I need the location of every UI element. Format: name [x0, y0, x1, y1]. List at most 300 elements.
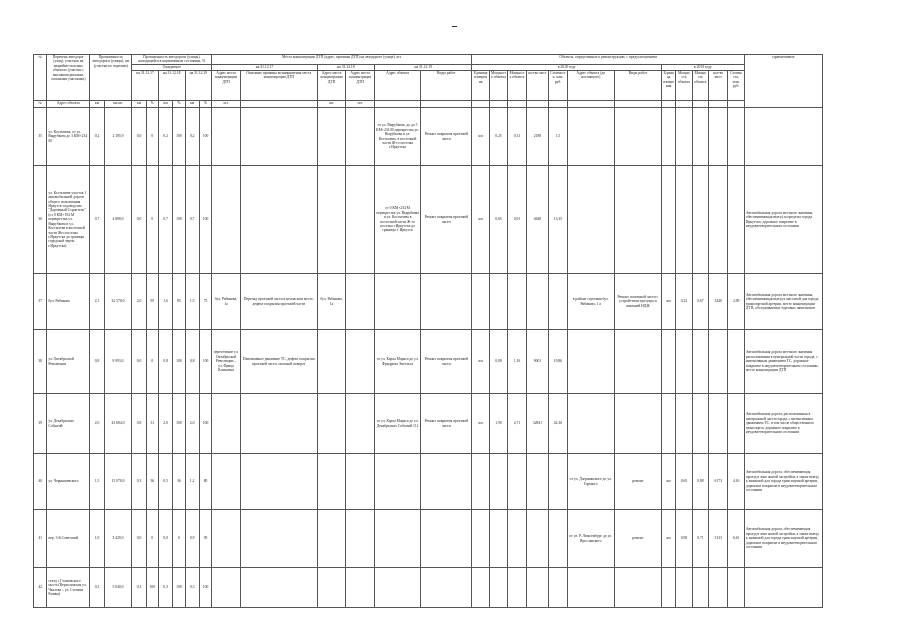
row-cap2-2018: 4,71	[508, 394, 526, 454]
row-e: 0,9	[185, 510, 199, 568]
row-unit-2018: км	[472, 394, 489, 454]
row-a: 0,0	[132, 108, 146, 166]
row-cap2-2019: 0,71	[692, 510, 708, 568]
row-addr-2018: от 0 КМ+234 М перекрестка ул. Вырубкова и ул. Костычева в восточной части Ж-го поселка г.Иркутска до границы г. Иркутск	[375, 166, 421, 274]
row-work-2018	[421, 454, 472, 510]
unit-sht-2: шт.	[317, 101, 346, 108]
row-f: 75	[199, 274, 211, 330]
dtp-reason-hdr: Описание причины возникновения места концентрации ДТП	[240, 71, 317, 101]
row-name: ул. Декабрьских Событий	[47, 394, 90, 454]
row-unit-2019: км	[661, 454, 675, 510]
row-dtp-addr: пересечение ул. Октябрьской Революции – ул. Фрица Кламмена	[212, 330, 241, 394]
row-note: Автомобильная дорога, обеспечивающая проезд в зоне жилой застройки, а также выезд к значимой для города транспортной артерии, дорожное покрытие в неудовлетворительном состоянии	[744, 454, 822, 510]
row-unit-2018: км	[472, 108, 489, 166]
row-num: 39	[34, 394, 47, 454]
row-area-2018: 2180	[526, 108, 549, 166]
row-cap2-2018	[508, 274, 526, 330]
row-cost-2019	[728, 394, 744, 454]
dtp-addr-hdr-3: Адрес места концентрации ДТП	[346, 71, 375, 101]
row-a: 0,0	[132, 330, 146, 394]
row-cap2-2018	[508, 510, 526, 568]
capacity-hdr: Мощность объекта	[489, 71, 507, 101]
row-dtp-addr-3	[346, 330, 375, 394]
row-c: 0,5	[158, 454, 172, 510]
row-unit-2019: км	[661, 274, 675, 330]
row-unit-2018	[472, 510, 489, 568]
row-addr-2018: от ул. Вырубкова, до до 3 КМ+234 М перекрестка ул. Вырубкова и ул. Костычева, в восточной части Ж-го поселка г.Иркутска	[375, 108, 421, 166]
row-work-2019	[614, 394, 661, 454]
row-cap-2018: 1,90	[489, 394, 507, 454]
row-note: Автомобильная дорога, обеспечивающая проезд в зоне жилой застройки, а также выезд к значимой для города транспортной артерии, дорожное покрытие в неудовлетворительном состоянии	[744, 510, 822, 568]
unit2-hdr: Единица измерения	[661, 71, 675, 101]
header-dtp: Места концентрации ДТП (адрес, причины ДТП) на автодороге (улице), шт.	[212, 55, 472, 65]
row-d: 0	[173, 510, 185, 568]
row-cap-2018: 0,25	[489, 108, 507, 166]
unit-blank-13	[692, 101, 708, 108]
row-dtp-addr-3	[346, 394, 375, 454]
unit-blank-14	[709, 101, 728, 108]
unit-name: Адрес объекта	[47, 101, 90, 108]
row-num: 38	[34, 330, 47, 394]
unit-blank-3	[421, 101, 472, 108]
row-cap-2018	[489, 568, 507, 608]
row-work-2019: ремонт	[614, 454, 661, 510]
dtp-date-3: на 31.12.19	[375, 65, 472, 71]
row-unit-2018	[472, 454, 489, 510]
row-name: ул. Чернышевского	[47, 454, 90, 510]
row-dtp-reason: Перепад проезжей части в неопасном месте, дефект покрытия проезжей части	[240, 274, 317, 330]
row-cap-2019: 0,22	[676, 274, 692, 330]
row-cap2-2018: 1,16	[508, 330, 526, 394]
row-num: 42	[34, 568, 47, 608]
row-area-2019: 3240	[709, 274, 728, 330]
table-row	[34, 510, 823, 568]
unit-hdr: Единица измерения	[472, 71, 489, 101]
unit-sht-1: шт.	[212, 101, 241, 108]
row-f: 100	[199, 394, 211, 454]
unit-blank-7	[526, 101, 549, 108]
row-cap-2019	[676, 568, 692, 608]
row-dtp-reason	[240, 166, 317, 274]
row-e: 0,2	[185, 108, 199, 166]
row-b: 0	[146, 166, 158, 274]
row-cap-2018: 0,80	[489, 330, 507, 394]
unit-pct-3: %	[199, 101, 211, 108]
row-cap2-2019	[692, 330, 708, 394]
row-area-2019	[709, 330, 728, 394]
row-area: 8 993,0	[104, 330, 132, 394]
unit-blank-8	[549, 101, 567, 108]
cost2-hdr: Стоимость, млн. руб.	[728, 71, 744, 101]
row-dtp-reason: Интенсивное движение ТС, дефект покрытия проезжей части, опасный поворот	[240, 330, 317, 394]
row-dtp-addr-2: бул. Рябикова, 1а	[317, 274, 346, 330]
unit-kmkv: км.кв.	[104, 101, 132, 108]
row-cap-2019: 0,90	[676, 510, 692, 568]
row-area: 4 880,0	[104, 166, 132, 274]
row-dtp-addr	[212, 510, 241, 568]
row-work-2019	[614, 108, 661, 166]
row-area: 32 570,0	[104, 274, 132, 330]
row-f: 100	[199, 166, 211, 274]
row-e: 0,7	[185, 166, 199, 274]
row-cap2-2019	[692, 166, 708, 274]
row-area-2018: 4640	[526, 166, 549, 274]
row-dtp-addr-3	[346, 166, 375, 274]
row-area-2019	[709, 568, 728, 608]
row-addr-2019: от ул. Р. Люксембург до ул. Ярославского	[567, 510, 614, 568]
table-row	[34, 274, 823, 330]
row-dtp-addr-3	[346, 568, 375, 608]
row-cost-2018	[549, 274, 567, 330]
row-addr-2019: в районе строения бул. Рябикова, 1 а	[567, 274, 614, 330]
unit-blank-4	[472, 101, 489, 108]
header-2018: в 2018 году	[472, 65, 662, 71]
page-mark	[452, 26, 457, 27]
row-area-2018: 32841	[526, 394, 549, 454]
row-e: 2,0	[185, 394, 199, 454]
row-b: 100	[146, 568, 158, 608]
work2-hdr: Виды работ	[614, 71, 661, 101]
row-unit-2019: км	[661, 510, 675, 568]
row-d: 100	[173, 330, 185, 394]
row-a: 0,3	[132, 454, 146, 510]
row-num: 41	[34, 510, 47, 568]
table-row	[34, 330, 823, 394]
row-e: 1,2	[185, 454, 199, 510]
row-area-2019	[709, 166, 728, 274]
row-cost-2019	[728, 166, 744, 274]
unit-num: №	[34, 101, 47, 108]
obj-addr-hdr: Адрес объекта	[375, 71, 421, 101]
row-num: 37	[34, 274, 47, 330]
row-note: Автомобильная дорога местного значения расположенная в центральной части города, с интенсивным движением ТС, дорожное покрытие в неудовлетворительном состоянии, место концентрации ДТП	[744, 330, 822, 394]
row-addr-2019: от ул. Дзержинского до ул. Горького	[567, 454, 614, 510]
row-dtp-addr-3	[346, 510, 375, 568]
table-row	[34, 454, 823, 510]
row-f: 100	[199, 108, 211, 166]
row-cost-2019: 2,09	[728, 274, 744, 330]
row-len: 1,0	[90, 510, 104, 568]
header-expected: Ожидаемое	[132, 65, 212, 71]
row-len: 0,8	[90, 330, 104, 394]
place-hdr: кол-во мест	[526, 71, 549, 101]
dtp-date-2: на 31.12.18	[317, 65, 374, 71]
row-f: 100	[199, 330, 211, 394]
row-addr-2018	[375, 454, 421, 510]
row-addr-2018	[375, 510, 421, 568]
row-dtp-addr	[212, 166, 241, 274]
row-cost-2019	[728, 108, 744, 166]
row-d: 100	[173, 394, 185, 454]
row-d: 100	[173, 108, 185, 166]
row-c: 0,8	[158, 330, 172, 394]
unit-blank-1	[240, 101, 317, 108]
row-unit-2018: км	[472, 330, 489, 394]
row-d: 85	[173, 274, 185, 330]
row-dtp-reason	[240, 394, 317, 454]
row-b: 36	[146, 454, 158, 510]
row-dtp-reason	[240, 108, 317, 166]
row-addr-2019	[567, 330, 614, 394]
row-cap-2019	[676, 330, 692, 394]
row-c: 2,0	[158, 394, 172, 454]
row-name: пер. 3-й Советский	[47, 510, 90, 568]
row-addr-2019	[567, 394, 614, 454]
row-cost-2018	[549, 568, 567, 608]
row-len: 0,3	[90, 568, 104, 608]
row-work-2019: ремонт	[614, 510, 661, 568]
row-cost-2019: 4,16	[728, 454, 744, 510]
row-work-2018	[421, 568, 472, 608]
row-cap-2019	[676, 166, 692, 274]
row-b: 0	[146, 108, 158, 166]
row-e: 1,5	[185, 274, 199, 330]
unit-km-2: км	[158, 101, 172, 108]
unit-km-1: км	[132, 101, 146, 108]
row-note: Автомобильная дорога, расположенная в центральной части города, с интенсивным движением ТС, в том числе общественного транспорта, дорожное покрытие в неудовлетворительном состоянии	[744, 394, 822, 454]
row-cap2-2019: 0,88	[692, 454, 708, 510]
row-e: 0,8	[185, 330, 199, 394]
row-len: 1,5	[90, 454, 104, 510]
row-c: 1,6	[158, 274, 172, 330]
header-note: примечание	[744, 55, 822, 108]
header-num: №	[34, 55, 47, 101]
row-unit-2019	[661, 568, 675, 608]
header-name: Перечень автодорог (улиц), участков на аварийно-опасных объектах (участки с высокими рисками, опасными участками)	[47, 55, 90, 101]
row-name: ул. Костычева, от ул. Вырубкова до 3 КМ+234 М	[47, 108, 90, 166]
row-cap-2019: 0,65	[676, 454, 692, 510]
row-dtp-addr	[212, 454, 241, 510]
unit-km: км	[90, 101, 104, 108]
row-dtp-addr-2	[317, 510, 346, 568]
row-area-2019: 3133	[709, 510, 728, 568]
row-addr-2018: от ул. Карла Маркса до ул. Декабрьских Событий 112	[375, 394, 421, 454]
unit-blank-12	[676, 101, 692, 108]
obj-addr2-hdr: Адрес объекта (до настоящего)	[567, 71, 614, 101]
row-addr-2019	[567, 166, 614, 274]
row-num: 40	[34, 454, 47, 510]
row-a: 0,0	[132, 510, 146, 568]
row-unit-2018	[472, 568, 489, 608]
row-c: 0,3	[158, 568, 172, 608]
row-work-2018: Ремонт покрытия проезжей части	[421, 108, 472, 166]
row-work-2018: Ремонт покрытия проезжей части	[421, 166, 472, 274]
row-c: 0,2	[158, 108, 172, 166]
unit-km-3: км	[185, 101, 199, 108]
row-area-2018	[526, 568, 549, 608]
row-d: 100	[173, 568, 185, 608]
row-unit-2019	[661, 394, 675, 454]
row-work-2019: Ремонт оплошной части с устройством тротуара и шамоней НДЖ	[614, 274, 661, 330]
table-row	[34, 108, 823, 166]
row-work-2019	[614, 330, 661, 394]
unit-blank-15	[728, 101, 744, 108]
row-area: 15 070,0	[104, 454, 132, 510]
row-cost-2018: 13,35	[549, 166, 567, 274]
row-name: ул. Костычева участок 1 автомобильной дороги общего пользования Иркутск-садоводство "Дорожный Строитель" (от 0 КМ+194 М перекрестка ул. Вырубкова и ул. Костычева в восточной части Жго поселка г.Иркутска до границы городской черты г.Иркутска)	[47, 166, 90, 274]
row-unit-2018: км	[472, 166, 489, 274]
row-note: Автомобильная дорога местного значения, обеспечивающая выезд за пределы города Иркутска, дорожное покрытие в неудовлетворительном состоянии	[744, 166, 822, 274]
row-len: 2,1	[90, 274, 104, 330]
row-note: Автомобильная дорога местного значения, обеспечивающая выезд к массовой для города транспортной артерии, место концентрации ДТП, обслуживаемых торговых павильонов	[744, 274, 822, 330]
row-cap-2018	[489, 510, 507, 568]
row-cap-2019	[676, 108, 692, 166]
roads-table	[33, 54, 823, 608]
row-dtp-addr-3	[346, 454, 375, 510]
row-f: 95	[199, 510, 211, 568]
row-cap2-2018: 0,91	[508, 166, 526, 274]
row-dtp-addr	[212, 568, 241, 608]
header-objects: Объекты, определенные к реконструкции, с предусмотрением	[472, 55, 744, 65]
row-work-2018	[421, 274, 472, 330]
row-cap-2018: 0,65	[489, 166, 507, 274]
width-date-1: на 31.12.17	[132, 71, 159, 101]
row-note	[744, 108, 822, 166]
work-hdr: Виды работ	[421, 71, 472, 101]
unit-blank-5	[489, 101, 507, 108]
dtp-date-1: на 31.12.17	[212, 65, 318, 71]
row-cap2-2019	[692, 394, 708, 454]
table-row	[34, 394, 823, 454]
row-note	[744, 568, 822, 608]
row-b: 0	[146, 330, 158, 394]
row-cap-2019	[676, 394, 692, 454]
cost-hdr: Стоимость, млн. руб.	[549, 71, 567, 101]
row-a: 0,0	[132, 166, 146, 274]
row-cost-2018: 42,36	[549, 394, 567, 454]
row-f: 100	[199, 568, 211, 608]
row-area: 5 040,0	[104, 568, 132, 608]
row-f: 80	[199, 454, 211, 510]
row-area: 3 420,0	[104, 510, 132, 568]
row-cost-2018: 19,86	[549, 330, 567, 394]
row-b: 31	[146, 394, 158, 454]
unit-blank-6	[508, 101, 526, 108]
unit-blank-2	[375, 101, 421, 108]
row-dtp-addr: бул. Рябикова, 1а	[212, 274, 241, 330]
dtp-addr-hdr-2: Адрес места концентрации ДТП	[317, 71, 346, 101]
row-b: 0	[146, 510, 158, 568]
capacity2-hdr-2: Мощность объекта	[692, 71, 708, 101]
row-c: 0,7	[158, 166, 172, 274]
header-width: Протяженность автодороги (улицы), находящейся в нормативном состоянии, %	[132, 55, 212, 65]
row-cap-2018	[489, 274, 507, 330]
row-addr-2018	[375, 568, 421, 608]
row-len: 0,2	[90, 108, 104, 166]
row-cap2-2019	[692, 568, 708, 608]
row-dtp-addr-2	[317, 108, 346, 166]
row-e: 0,3	[185, 568, 199, 608]
row-dtp-addr-3	[346, 108, 375, 166]
row-addr-2018	[375, 274, 421, 330]
row-dtp-addr-3	[346, 274, 375, 330]
row-cost-2018	[549, 510, 567, 568]
row-cost-2018	[549, 454, 567, 510]
row-cap2-2018	[508, 454, 526, 510]
row-area-2018	[526, 454, 549, 510]
row-addr-2019	[567, 108, 614, 166]
row-area-2018	[526, 510, 549, 568]
row-dtp-addr-2	[317, 454, 346, 510]
row-unit-2019	[661, 166, 675, 274]
row-cost-2019	[728, 330, 744, 394]
capacity2-hdr: Мощность объекта	[676, 71, 692, 101]
row-cost-2019: 6,61	[728, 510, 744, 568]
row-d: 36	[173, 454, 185, 510]
row-cap2-2019	[692, 108, 708, 166]
row-a: 0,3	[132, 568, 146, 608]
row-len: 2,0	[90, 394, 104, 454]
row-name: ул. Октябрьской Революции	[47, 330, 90, 394]
row-dtp-reason	[240, 568, 317, 608]
width-date-2: на 31.12.18	[158, 71, 185, 101]
row-dtp-addr-2	[317, 568, 346, 608]
row-work-2018: Ремонт покрытия проезжей части	[421, 394, 472, 454]
header-length: Протяженность автодороги (улицы), км (участки по перечню)	[90, 55, 132, 101]
row-unit-2019	[661, 330, 675, 394]
row-b: 95	[146, 274, 158, 330]
unit-pct-2: %	[173, 101, 185, 108]
row-c: 0,0	[158, 510, 172, 568]
row-addr-2018: от ул. Карла Маркса до ул. Фридриха Энгельса	[375, 330, 421, 394]
row-cap-2018	[489, 454, 507, 510]
row-dtp-addr	[212, 394, 241, 454]
row-cost-2019	[728, 568, 744, 608]
row-area: 2 185,9	[104, 108, 132, 166]
header-2019: в 2019 году	[661, 65, 744, 71]
row-area-2019	[709, 108, 728, 166]
row-unit-2019	[661, 108, 675, 166]
row-cost-2018: 1,5	[549, 108, 567, 166]
row-unit-2018	[472, 274, 489, 330]
table-row	[34, 166, 823, 274]
row-work-2018: Ремонт покрытия проезжей части	[421, 330, 472, 394]
row-area-2018: 9001	[526, 330, 549, 394]
row-dtp-addr-2	[317, 330, 346, 394]
row-a: 2,0	[132, 274, 146, 330]
row-cap2-2018: 0,31	[508, 108, 526, 166]
row-dtp-reason	[240, 454, 317, 510]
dtp-addr-hdr: Адрес места концентрации ДТП	[212, 71, 241, 101]
row-work-2019	[614, 166, 661, 274]
row-len: 0,7	[90, 166, 104, 274]
row-area-2019	[709, 394, 728, 454]
row-area: 43 684,0	[104, 394, 132, 454]
row-work-2018	[421, 510, 472, 568]
row-d: 100	[173, 166, 185, 274]
row-num: 35	[34, 108, 47, 166]
unit-sht-3: шт.	[346, 101, 375, 108]
table-row	[34, 568, 823, 608]
row-work-2019	[614, 568, 661, 608]
row-area-2019: 6173	[709, 454, 728, 510]
unit-pct-1: %	[146, 101, 158, 108]
row-area-2018	[526, 274, 549, 330]
row-name: бул. Рябикова	[47, 274, 90, 330]
row-addr-2019	[567, 568, 614, 608]
row-a: 0,8	[132, 394, 146, 454]
row-dtp-addr-2	[317, 166, 346, 274]
row-num: 36	[34, 166, 47, 274]
row-name: съезд с Глазковского моста (Верхоленская ул. Чкалова – ул. Степана Разина)	[47, 568, 90, 608]
capacity-hdr-2: Мощность объекта	[508, 71, 526, 101]
width-date-3: на 31.12.19	[185, 71, 212, 101]
row-cap2-2019: 0,67	[692, 274, 708, 330]
row-dtp-addr-2	[317, 394, 346, 454]
unit-blank-10	[614, 101, 661, 108]
row-dtp-addr	[212, 108, 241, 166]
unit-blank-9	[567, 101, 614, 108]
